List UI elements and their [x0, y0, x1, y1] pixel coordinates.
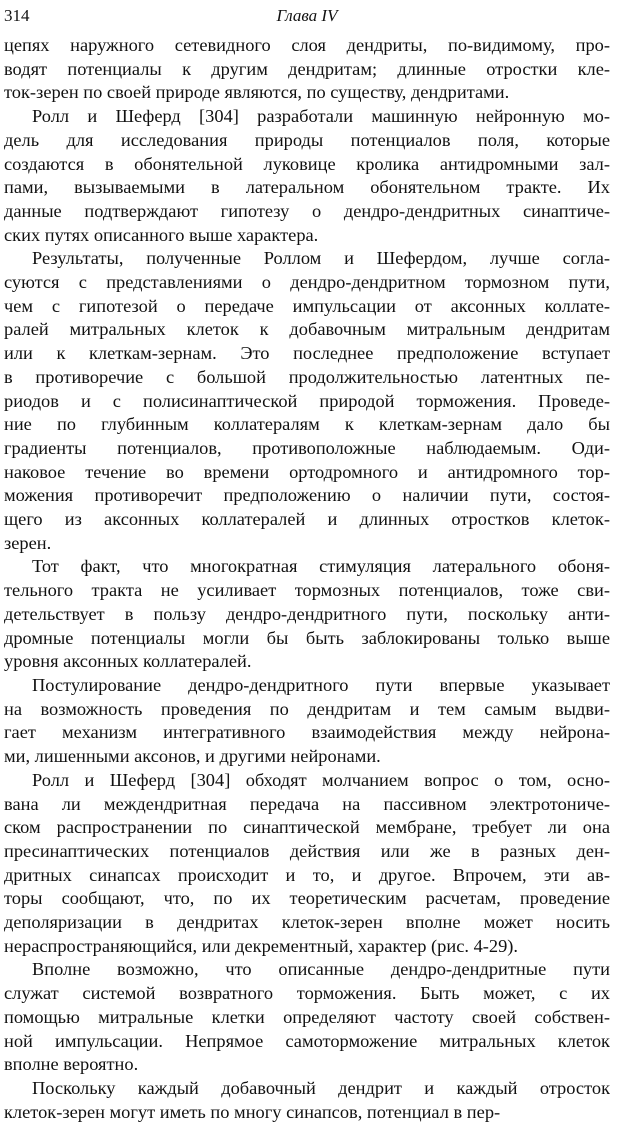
text-line: ной импульсации. Непрямое самоторможение митральных клеток [4, 1030, 610, 1051]
text-line: гает механизм интегративного взаимодействия между нейрона- [4, 722, 610, 743]
text-line: суются с представлениями о дендро-дендритном тормозном пути, [4, 272, 610, 293]
text-line: цепях наружного сетевидного слоя дендриты, по-видимому, про- [4, 35, 610, 55]
text-line: градиенты потенциалов, противоположные наблюдаемым. Оди- [4, 437, 610, 458]
text-line: можения противоречит предположению о наличии пути, состоя- [4, 485, 610, 506]
text-line: ских путях описанного выше характера. [4, 224, 319, 245]
text-line: ском распространении по синаптической мембране, требует ли она [4, 817, 610, 838]
text-line: нераспространяющийся, или декрементный, характер (рис. 4-29). [4, 935, 518, 956]
paragraph [4, 555, 610, 674]
paragraph [4, 958, 610, 1077]
text-line: ралей митральных клеток к добавочным митральным дендритам [4, 319, 610, 340]
text-line: детельствует в пользу дендро-дендритного пути, поскольку анти- [4, 603, 610, 624]
text-line: пами, вызываемыми в латеральном обонятельном тракте. Их [4, 177, 610, 198]
text-line: ми, лишенными аксонов, и другими нейронами. [4, 746, 381, 767]
page-number: 314 [4, 6, 30, 25]
chapter-title: Глава IV [276, 6, 338, 25]
book-page [4, 0, 610, 1122]
body-text [4, 34, 610, 1124]
text-line: чем с гипотезой о передаче импульсации от аксонных коллате- [4, 295, 610, 316]
paragraph [4, 674, 610, 769]
running-header [4, 0, 610, 34]
text-line: зерен. [4, 532, 52, 553]
text-line: тельного тракта не усиливает тормозных потенциалов, тоже сви- [4, 580, 610, 601]
paragraph [4, 1077, 610, 1124]
text-line: водят потенциалы к другим дендритам; длинные отростки кле- [4, 58, 610, 79]
text-line: ние по глубинным коллатералям к клеткам-зернам дало бы [4, 414, 610, 435]
paragraph [4, 769, 610, 959]
text-line: деполяризации в дендритах клеток-зерен вполне может носить [4, 912, 610, 933]
text-line: дритных синапсах происходит и то, и другое. Впрочем, эти ав- [4, 864, 610, 885]
text-line: торы сообщают, что, по их теоретическим расчетам, проведение [4, 888, 610, 909]
text-line: пресинаптических потенциалов действия или же в разных ден- [4, 840, 610, 861]
text-line: Вполне возможно, что описанные дендро-дендритные пути [32, 959, 610, 980]
text-line: Ролл и Шеферд [304] обходят молчанием вопрос о том, осно- [32, 769, 610, 790]
paragraph [4, 34, 610, 105]
text-line: Ролл и Шеферд [304] разработали машинную нейронную мо- [32, 106, 610, 127]
text-line: наковое течение во времени ортодромного и антидромного тор- [4, 461, 610, 482]
text-line: Постулирование дендро-дендритного пути впервые указывает [32, 674, 610, 695]
text-line: данные подтверждают гипотезу о дендро-дендритных синаптиче- [4, 200, 610, 221]
text-line: создаются в обонятельной луковице кролика антидромными зал- [4, 153, 610, 174]
text-line: Тот факт, что многократная стимуляция латерального обоня- [32, 556, 610, 577]
text-line: клеток-зерен могут иметь по многу синапсов, потенциал в пер- [4, 1101, 501, 1122]
text-line: уровня аксонных коллатералей. [4, 651, 252, 672]
text-line: щего из аксонных коллатералей и длинных отростков клеток- [4, 509, 610, 530]
text-line: Поскольку каждый добавочный дендрит и каждый отросток [32, 1077, 610, 1098]
text-line: помощью митральные клетки определяют частоту своей собствен- [4, 1006, 610, 1027]
text-line: дель для исследования природы потенциалов поля, которые [4, 129, 610, 150]
text-line: Результаты, полученные Роллом и Шефердом, лучше согла- [32, 248, 610, 269]
text-line: или к клеткам-зернам. Это последнее предположение вступает [4, 343, 610, 364]
paragraph [4, 105, 610, 247]
text-line: ток-зерен по своей природе являются, по существу, дендритами. [4, 82, 510, 103]
text-line: риодов и с полисинаптической природой торможения. Проведе- [4, 390, 610, 411]
text-line: вана ли междендритная передача на пассивном электротониче- [4, 793, 610, 814]
text-line: в противоречие с большой продолжительностью латентных пе- [4, 366, 610, 387]
text-line: вполне вероятно. [4, 1054, 139, 1075]
text-line: служат системой возвратного торможения. Быть может, с их [4, 983, 610, 1004]
text-line: дромные потенциалы могли бы быть заблокированы только выше [4, 627, 610, 648]
paragraph [4, 247, 610, 555]
text-line: на возможность проведения по дендритам и тем самым выдви- [4, 698, 610, 719]
